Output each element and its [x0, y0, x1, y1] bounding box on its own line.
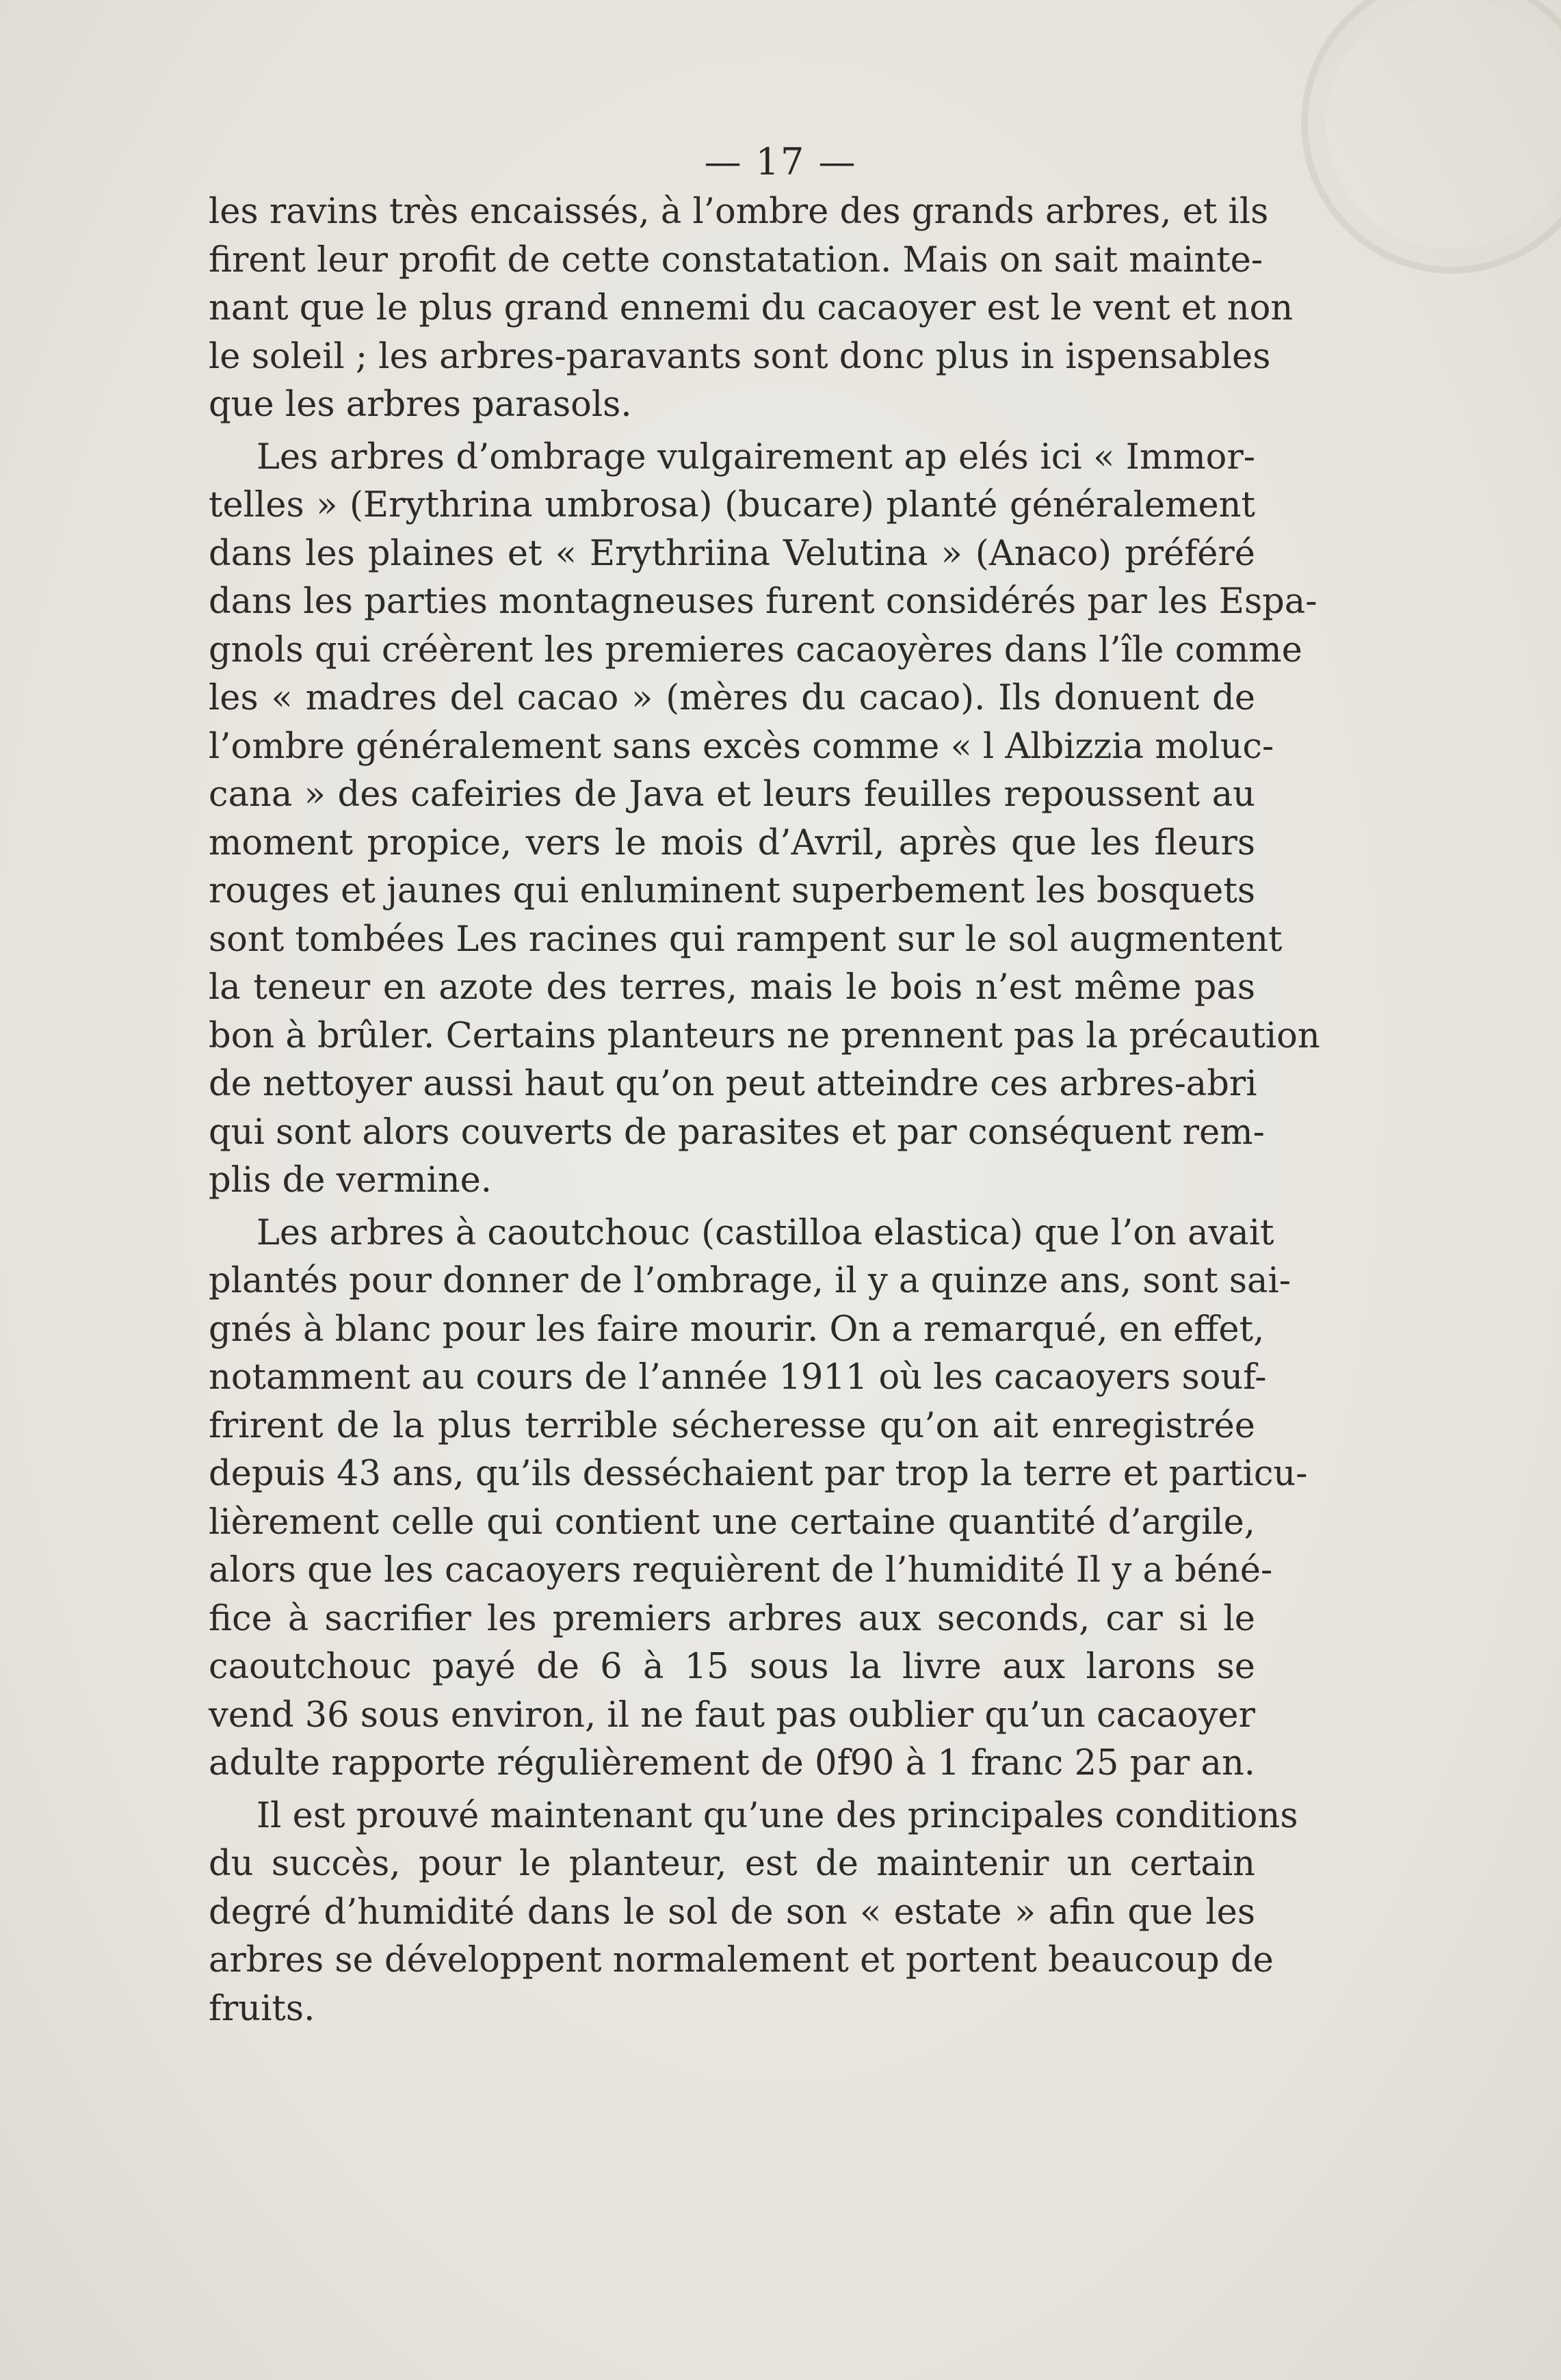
text-line: dans les parties montagneuses furent considérés par les Espa-	[209, 581, 1317, 622]
text-line: du succès, pour le planteur, est de maintenir un certain	[209, 1844, 1255, 1884]
text-line: Les arbres à caoutchouc (castilloa elastica) que l’on avait	[257, 1212, 1274, 1253]
body-text	[209, 188, 1320, 2037]
embossed-seal	[1301, 0, 1561, 274]
text-line: adulte rapporte régulièrement de 0f90 à 1 franc 25 par an.	[209, 1743, 1255, 1783]
text-line: sont tombées Les racines qui rampent sur le sol augmentent	[209, 919, 1283, 960]
text-line: le soleil ; les arbres-paravants sont donc plus in ispensables	[209, 336, 1271, 377]
text-line: alors que les cacaoyers requièrent de l’humidité Il y a béné-	[209, 1550, 1273, 1591]
text-line: plantés pour donner de l’ombrage, il y a quinze ans, sont sai-	[209, 1261, 1291, 1301]
text-line: notamment au cours de l’année 1911 où les cacaoyers souf-	[209, 1357, 1267, 1398]
text-line: frirent de la plus terrible sécheresse qu’on ait enregistrée	[209, 1405, 1255, 1446]
text-line: caoutchouc payé de 6 à 15 sous la livre aux larons se	[209, 1647, 1255, 1687]
text-line: Les arbres d’ombrage vulgairement ap elés ici « Immor-	[257, 436, 1255, 478]
text-line: dans les plaines et « Erythriina Velutina » (Anaco) préféré	[209, 533, 1255, 574]
text-line: les ravins très encaissés, à l’ombre des grands arbres, et ils	[209, 192, 1269, 232]
paragraph-3	[209, 1209, 1308, 1788]
text-line: rouges et jaunes qui enluminent superbement les bosquets	[209, 871, 1255, 911]
text-line: depuis 43 ans, qu’ils desséchaient par trop la terre et particu-	[209, 1454, 1308, 1494]
text-line: plis de vermine.	[209, 1160, 492, 1201]
text-line: arbres se développent normalement et portent beaucoup de	[209, 1940, 1274, 1980]
text-line: vend 36 sous environ, il ne faut pas oublier qu’un cacaoyer	[209, 1695, 1255, 1736]
text-line: gnés à blanc pour les faire mourir. On a remarqué, en effet,	[209, 1309, 1265, 1350]
text-line: moment propice, vers le mois d’Avril, après que les fleurs	[209, 822, 1255, 863]
text-line: nant que le plus grand ennemi du cacaoyer est le vent et non	[209, 288, 1294, 328]
text-line: fice à sacrifier les premiers arbres aux seconds, car si le	[209, 1598, 1255, 1639]
text-line: firent leur profit de cette constatation. Mais on sait mainte-	[209, 239, 1263, 280]
text-line: Il est prouvé maintenant qu’une des principales conditions	[257, 1795, 1298, 1836]
text-line: que les arbres parasols.	[209, 384, 632, 425]
text-line: lièrement celle qui contient une certaine quantité d’argile,	[209, 1502, 1255, 1543]
text-line: qui sont alors couverts de parasites et par conséquent rem-	[209, 1112, 1265, 1153]
text-line: de nettoyer aussi haut qu’on peut atteindre ces arbres-abri	[209, 1064, 1257, 1104]
text-line: degré d’humidité dans le sol de son « estate » afin que les	[209, 1892, 1255, 1933]
paragraph-1	[209, 188, 1294, 430]
paragraph-4	[209, 1792, 1298, 2034]
text-line: la teneur en azote des terres, mais le bois n’est même pas	[209, 967, 1255, 1008]
text-line: cana » des cafeiries de Java et leurs feuilles repoussent au	[209, 774, 1255, 815]
text-line: bon à brûler. Certains planteurs ne prennent pas la précaution	[209, 1015, 1320, 1056]
text-line: gnols qui créèrent les premieres cacaoyères dans l’île comme	[209, 629, 1302, 670]
text-line: l’ombre généralement sans excès comme « l Albizzia moluc-	[209, 726, 1274, 767]
text-line: telles » (Erythrina umbrosa) (bucare) planté généralement	[209, 485, 1255, 525]
text-line: fruits.	[209, 1988, 315, 2029]
text-line: les « madres del cacao » (mères du cacao). Ils donuent de	[209, 678, 1255, 718]
paragraph-2	[209, 434, 1320, 1205]
page-number: — 17 —	[704, 140, 857, 183]
